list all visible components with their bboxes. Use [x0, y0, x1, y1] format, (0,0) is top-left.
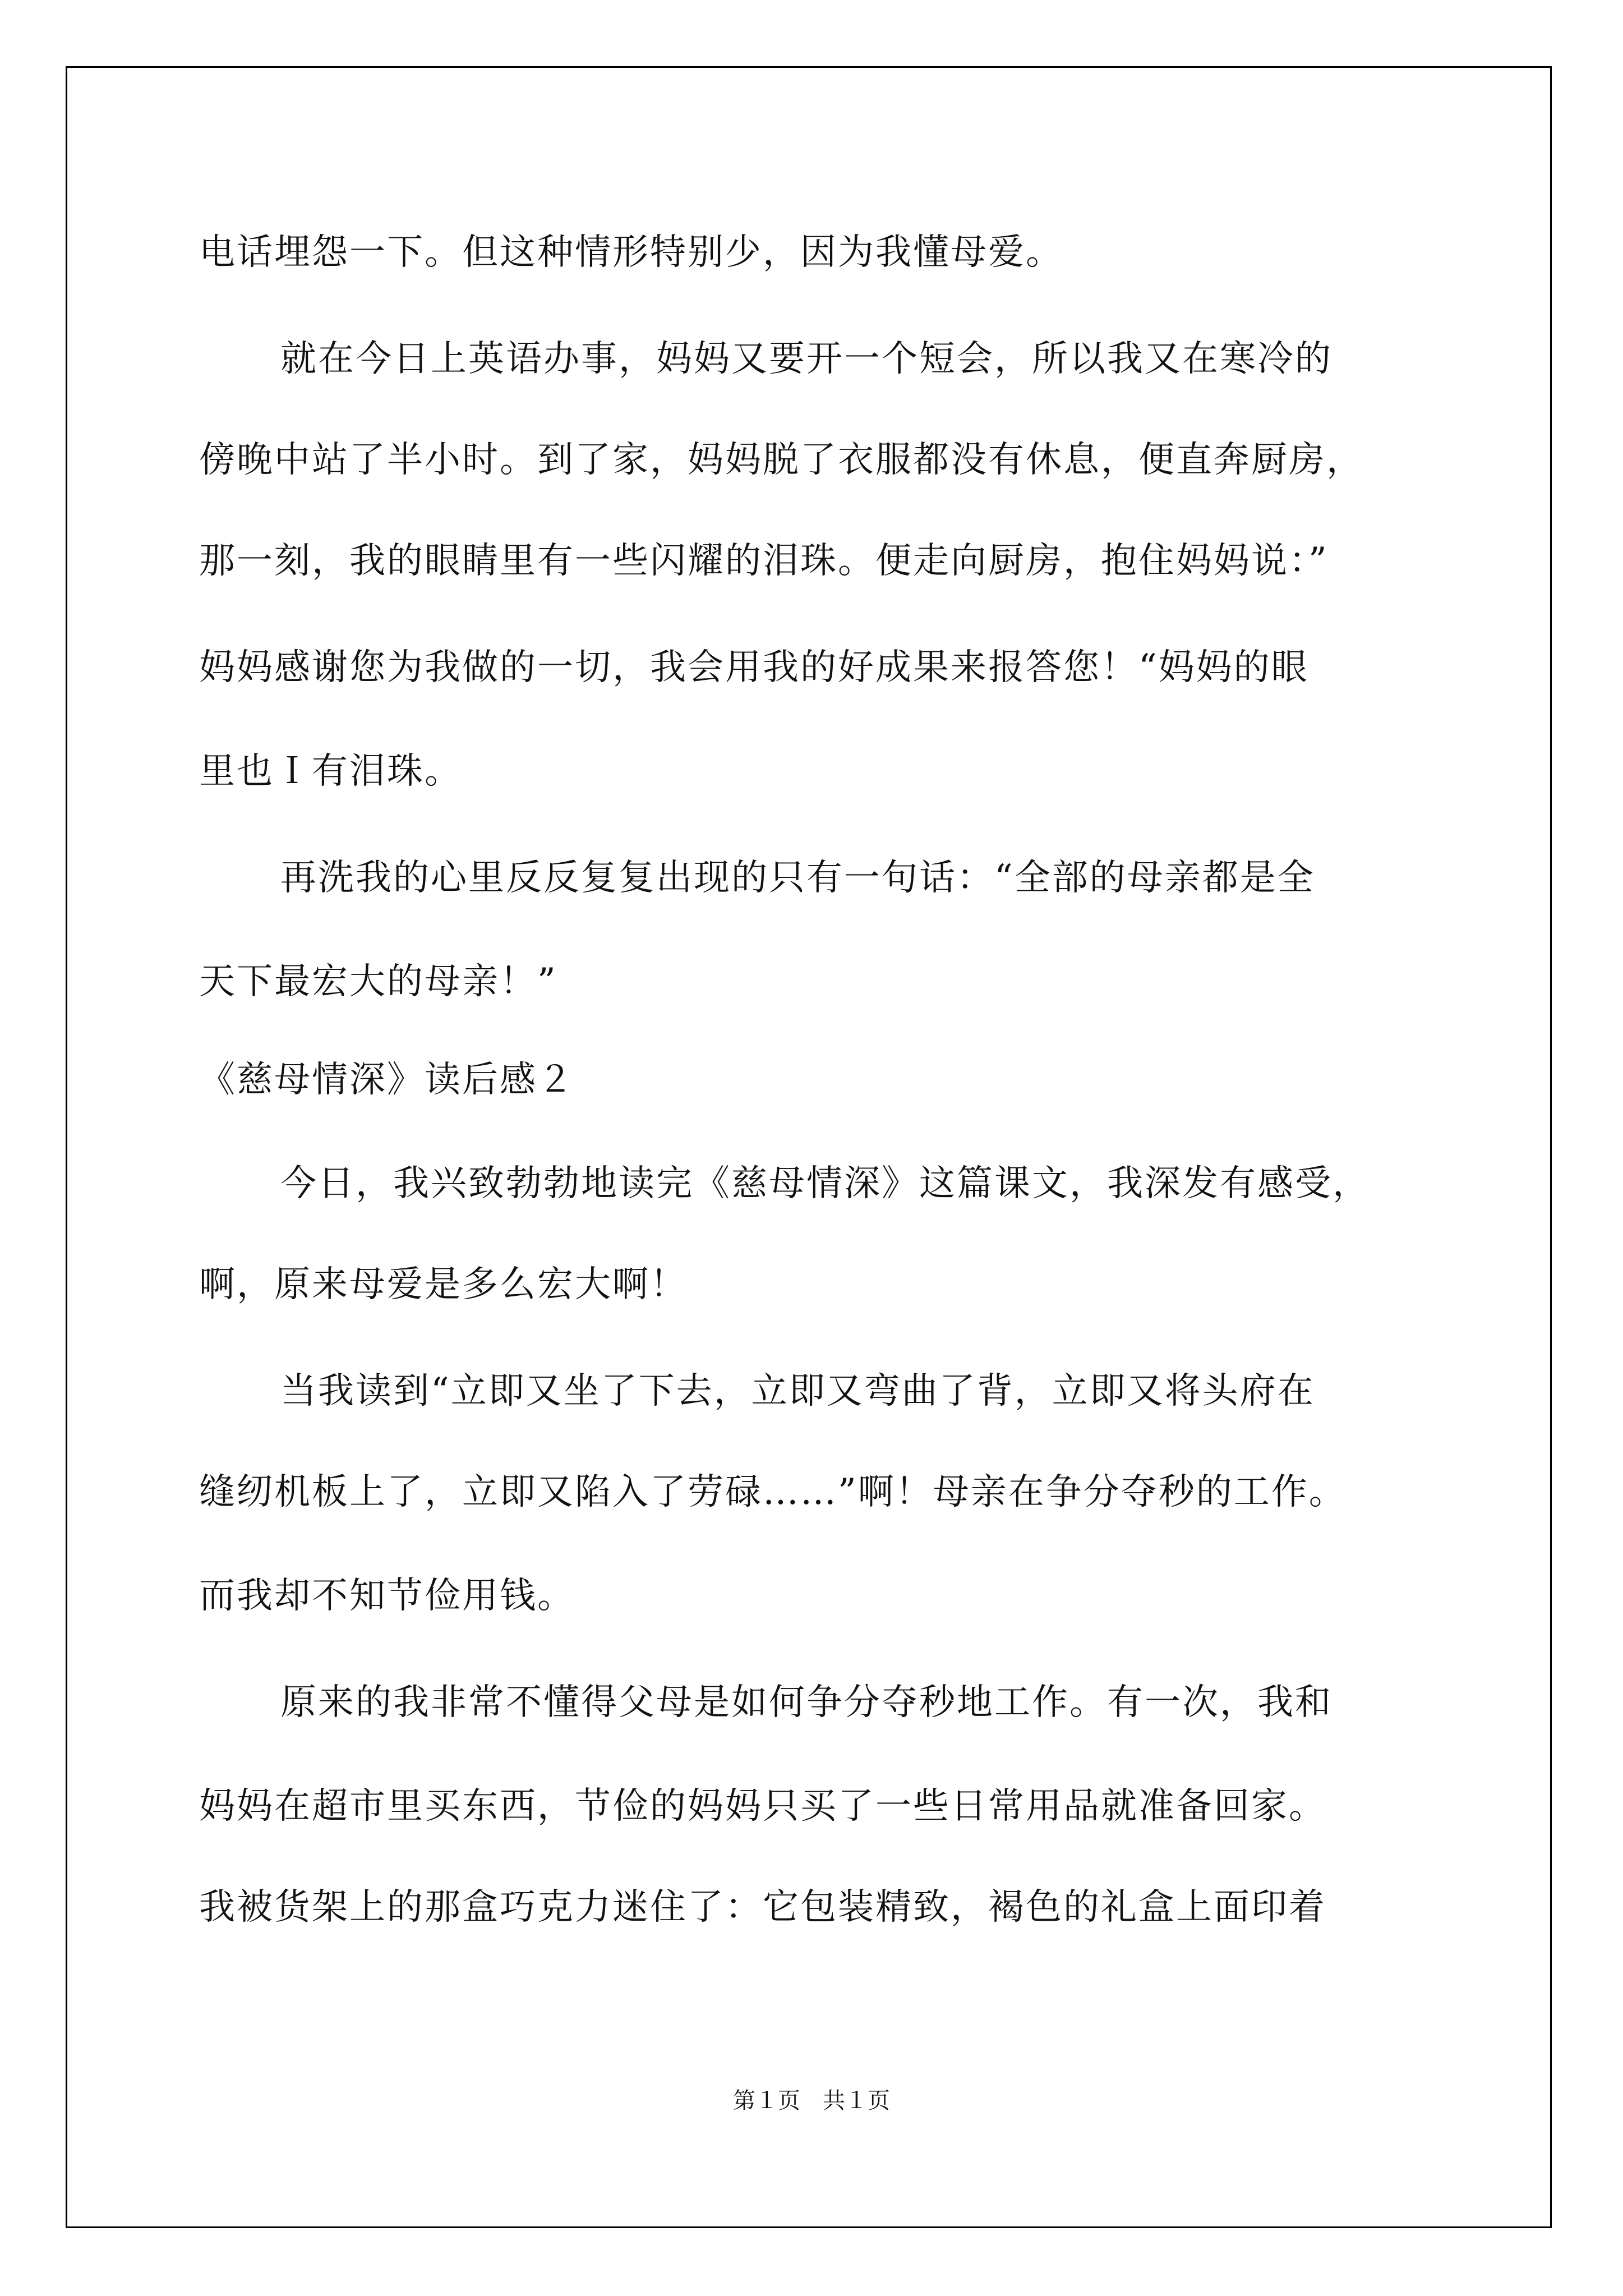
page-number-footer: 第１页 共１页 [733, 2088, 890, 2114]
text-line: 今日，我兴致勃勃地读完《慈母情深》这篇课文，我深发有感受， [280, 1163, 1370, 1204]
text-line: 当我读到“立即又坐了下去，立即又弯曲了背，立即又将头府在 [280, 1370, 1315, 1412]
text-line: 就在今日上英语办事，妈妈又要开一个短会，所以我又在寒冷的 [280, 338, 1332, 380]
text-line: 傍晚中站了半小时。到了家，妈妈脱了衣服都没有休息，便直奔厨房， [199, 439, 1364, 481]
text-line: 天下最宏大的母亲！” [199, 961, 557, 1002]
text-line: 电话埋怨一下。但这种情形特别少，因为我懂母爱。 [199, 232, 1063, 273]
text-line: 妈妈感谢您为我做的一切，我会用我的好成果来报答您！“妈妈的眼 [199, 647, 1309, 688]
text-line: 我被货架上的那盒巧克力迷住了：它包装精致，褐色的礼盒上面印着 [199, 1887, 1326, 1928]
text-line: 啊，原来母爱是多么宏大啊！ [199, 1264, 688, 1305]
text-line: 原来的我非常不懂得父母是如何争分夺秒地工作。有一次，我和 [280, 1682, 1332, 1723]
text-line: 妈妈在超市里买东西，节俭的妈妈只买了一些日常用品就准备回家。 [199, 1786, 1326, 1827]
text-line: 里也Ｉ有泪珠。 [199, 751, 462, 792]
section-heading: 《慈母情深》读后感２ [199, 1059, 575, 1101]
text-line: 再洗我的心里反反复复出现的只有一句话：“全部的母亲都是全 [280, 857, 1315, 899]
text-line: 而我却不知节俭用钱。 [199, 1575, 575, 1617]
text-line: 缝纫机板上了，立即又陷入了劳碌……”啊！母亲在争分夺秒的工作。 [199, 1471, 1347, 1513]
text-line: 那一刻，我的眼睛里有一些闪耀的泪珠。便走向厨房，抱住妈妈说：” [199, 540, 1329, 582]
